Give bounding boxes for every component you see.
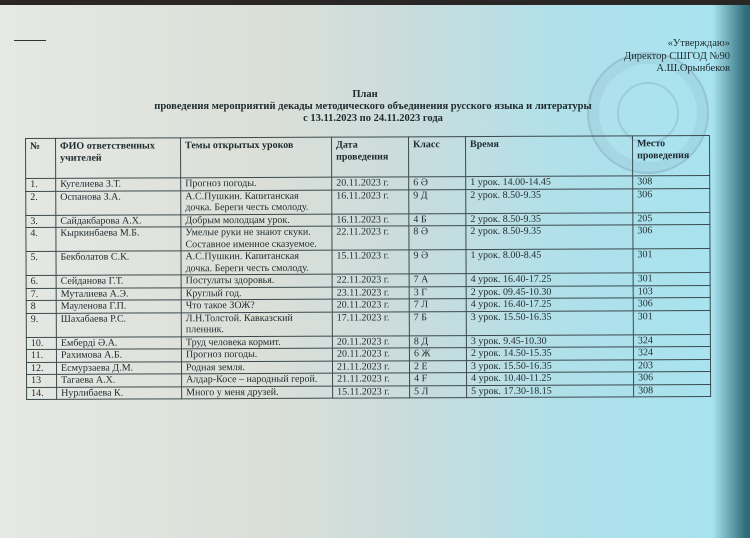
- teacher-name: Бекболатов С.К.: [56, 251, 181, 276]
- teacher-name: Шахабаева Р.С.: [56, 312, 181, 337]
- table-row: [26, 188, 710, 215]
- class-name: 7 Л: [409, 299, 466, 312]
- room-number: 306: [633, 225, 710, 249]
- lesson-time: 5 урок. 17.30-18.15: [467, 384, 634, 397]
- teacher-name: Сейданова Г.Т.: [56, 275, 181, 288]
- lesson-topic: Умелые руки не знают скуки. Составное именное сказуемое.: [181, 226, 332, 251]
- class-name: 4 F: [410, 373, 467, 386]
- lesson-topic: Прогноз погоды.: [181, 177, 332, 190]
- table-row: [27, 384, 711, 399]
- teacher-name: Сайдакбарова А.Х.: [56, 214, 181, 227]
- row-number: 3.: [26, 215, 56, 228]
- doc-date-range: с 13.11.2023 по 24.11.2023 года: [303, 113, 443, 124]
- approval-position: Директор СШГОД №90: [624, 50, 730, 62]
- teacher-name: Кугелиева З.Т.: [56, 178, 181, 191]
- pen-mark: [14, 40, 46, 41]
- row-number: 6.: [26, 275, 56, 288]
- lesson-topic: А.С.Пушкин. Капитанская дочка. Береги честь смолоду.: [181, 190, 332, 215]
- table-row: [26, 225, 710, 252]
- lesson-topic: Л.Н.Толстой. Кавказский пленник.: [181, 312, 332, 337]
- lesson-date: 16.11.2023 г.: [332, 189, 409, 213]
- class-name: 8 Ә: [409, 226, 466, 250]
- teacher-name: Мауленова Г.П.: [56, 300, 181, 313]
- teacher-name: Емберді Ә.А.: [56, 336, 181, 349]
- lesson-time: 2 урок. 09.45-10.30: [466, 285, 633, 298]
- room-number: 324: [633, 334, 710, 347]
- lesson-time: 3 урок. 9.45-10.30: [466, 334, 633, 347]
- lesson-topic: Родная земля.: [181, 361, 332, 374]
- col-time: Время: [465, 136, 632, 177]
- doc-title: План: [352, 89, 378, 100]
- approval-block: [624, 38, 730, 76]
- col-date: Дата проведения: [331, 137, 408, 177]
- lesson-date: 20.11.2023 г.: [332, 348, 409, 361]
- class-name: 2 Е: [409, 360, 466, 373]
- table-row: [26, 249, 710, 276]
- teacher-name: Оспанова З.А.: [56, 190, 181, 215]
- lesson-time: 4 урок. 16.40-17.25: [466, 273, 633, 286]
- col-topic: Темы открытых уроков: [181, 137, 332, 178]
- lesson-date: 20.11.2023 г.: [332, 299, 409, 312]
- row-number: 14.: [27, 387, 57, 400]
- lesson-topic: Прогноз погоды.: [181, 348, 332, 361]
- room-number: 301: [633, 310, 710, 334]
- lesson-time: 2 урок. 8.50-9.35: [466, 188, 633, 213]
- lesson-time: 4 урок. 16.40-17.25: [466, 298, 633, 311]
- lesson-date: 16.11.2023 г.: [332, 213, 409, 226]
- lesson-time: 1 урок. 8.00-8.45: [466, 249, 633, 274]
- table-header-row: [26, 136, 710, 179]
- row-number: 7.: [26, 288, 56, 301]
- class-name: 6 Ж: [409, 348, 466, 361]
- teacher-name: Рахимова А.Б.: [56, 349, 181, 362]
- teacher-name: Нурлибаева К.: [57, 386, 182, 399]
- row-number: 4.: [26, 227, 56, 251]
- class-name: 7 А: [409, 274, 466, 287]
- class-name: 5 Л: [410, 385, 467, 398]
- photo-edge: [0, 0, 750, 5]
- lesson-topic: Много у меня друзей.: [182, 386, 333, 399]
- teacher-name: Муталиева А.Э.: [56, 287, 181, 300]
- approval-name: А.Ш.Орынбеков: [656, 63, 730, 74]
- room-number: 205: [633, 212, 710, 225]
- lesson-topic: Постулаты здоровья.: [181, 274, 332, 287]
- class-name: 7 Б: [409, 311, 466, 335]
- lesson-date: 21.11.2023 г.: [333, 373, 410, 386]
- lesson-date: 15.11.2023 г.: [332, 250, 409, 274]
- lesson-date: 22.11.2023 г.: [332, 274, 409, 287]
- row-number: 11.: [26, 349, 56, 362]
- doc-subtitle: проведения мероприятий декады методического объединения русского языка и литературы: [154, 101, 592, 112]
- lesson-date: 21.11.2023 г.: [332, 360, 409, 373]
- row-number: 1.: [26, 178, 56, 191]
- row-number: 13: [27, 374, 57, 387]
- class-name: 8 Д: [409, 335, 466, 348]
- row-number: 5.: [26, 251, 56, 275]
- room-number: 306: [633, 188, 710, 212]
- room-number: 306: [633, 298, 710, 311]
- lesson-date: 17.11.2023 г.: [332, 311, 409, 335]
- lesson-topic: Круглый год.: [181, 287, 332, 300]
- room-number: 306: [634, 372, 711, 385]
- lesson-topic: А.С.Пушкин. Капитанская дочка. Береги честь смолоду.: [181, 250, 332, 275]
- lesson-date: 15.11.2023 г.: [333, 385, 410, 398]
- col-room: Место проведения: [632, 136, 709, 176]
- class-name: 9 Д: [409, 189, 466, 213]
- col-number: №: [26, 138, 56, 178]
- room-number: 308: [633, 176, 710, 189]
- approval-heading: «Утверждаю»: [667, 38, 730, 49]
- teacher-name: Есмурзаева Д.М.: [56, 361, 181, 374]
- room-number: 103: [633, 285, 710, 298]
- class-name: 9 Ә: [409, 250, 466, 274]
- class-name: 4 Б: [409, 213, 466, 226]
- col-class: Класс: [408, 137, 465, 177]
- class-name: 6 Ә: [409, 177, 466, 190]
- lesson-time: 4 урок. 10.40-11.25: [467, 372, 634, 385]
- room-number: 301: [633, 249, 710, 273]
- row-number: 8: [26, 300, 56, 313]
- table-row: [26, 310, 710, 337]
- room-number: 301: [633, 273, 710, 286]
- lesson-date: 20.11.2023 г.: [332, 177, 409, 190]
- lesson-time: 3 урок. 15.50-16.35: [466, 359, 633, 372]
- row-number: 10.: [26, 337, 56, 350]
- table-body: [26, 176, 711, 400]
- room-number: 324: [633, 347, 710, 360]
- lesson-time: 3 урок. 15.50-16.35: [466, 310, 633, 335]
- lesson-topic: Что такое ЗОЖ?: [181, 299, 332, 312]
- room-number: 308: [634, 384, 711, 397]
- lesson-topic: Труд человека кормит.: [181, 336, 332, 349]
- lesson-time: 2 урок. 8.50-9.35: [466, 212, 633, 225]
- events-table: [25, 135, 711, 400]
- lesson-time: 1 урок. 14.00-14.45: [466, 176, 633, 189]
- row-number: 12.: [26, 362, 56, 375]
- row-number: 2.: [26, 191, 56, 215]
- lesson-topic: Добрым молодцам урок.: [181, 214, 332, 227]
- class-name: 3 Г: [409, 286, 466, 299]
- teacher-name: Кыркинбаева М.Б.: [56, 227, 181, 252]
- row-number: 9.: [26, 313, 56, 337]
- lesson-time: 2 урок. 14.50-15.35: [466, 347, 633, 360]
- room-number: 203: [633, 359, 710, 372]
- teacher-name: Тагаева А.Х.: [57, 374, 182, 387]
- lesson-time: 2 урок. 8.50-9.35: [466, 225, 633, 250]
- lesson-date: 22.11.2023 г.: [332, 226, 409, 250]
- col-teacher: ФИО ответственных учителей: [56, 138, 181, 179]
- lesson-topic: Алдар-Косе – народный герой.: [182, 373, 333, 386]
- lesson-date: 23.11.2023 г.: [332, 286, 409, 299]
- lesson-date: 20.11.2023 г.: [332, 335, 409, 348]
